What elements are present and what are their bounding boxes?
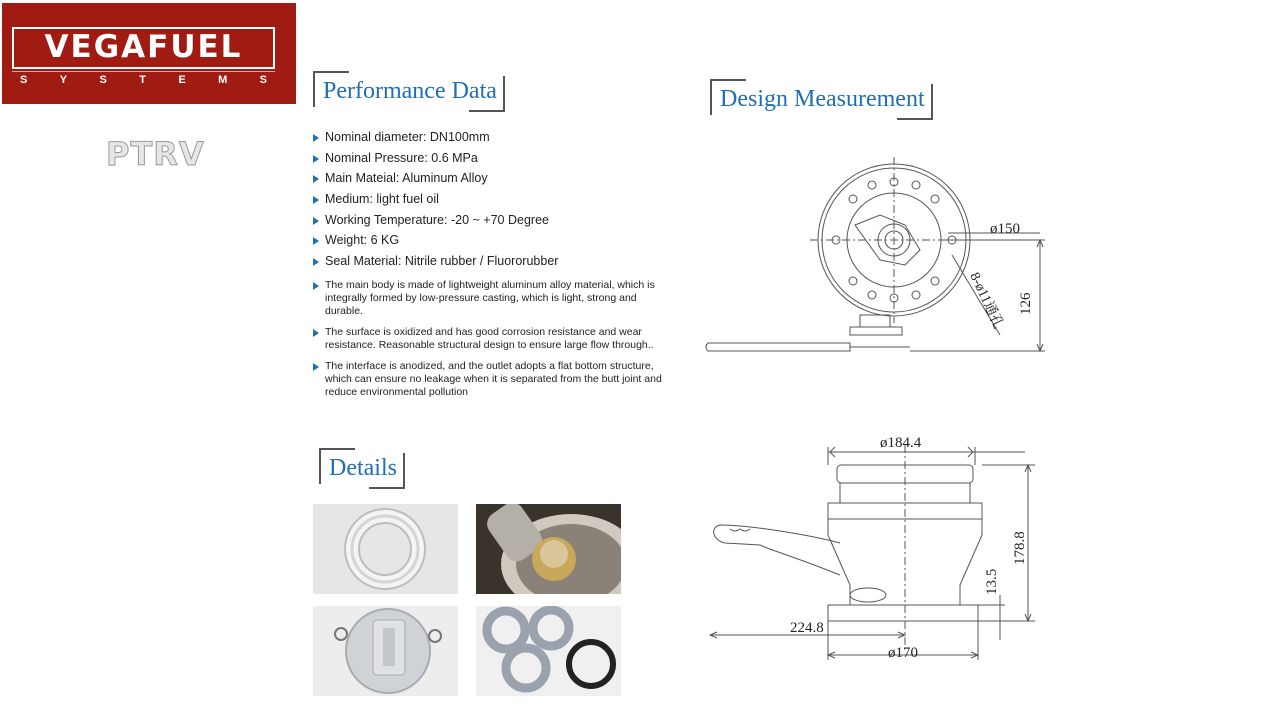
spec-item: Nominal Pressure: 0.6 MPa <box>313 148 558 169</box>
bullet-icon <box>313 175 319 183</box>
bullet-icon <box>313 258 319 266</box>
top-view-diameter-label: ø150 <box>990 221 1020 237</box>
spec-item: Weight: 6 KG <box>313 230 558 251</box>
spec-item: Main Mateial: Aluminum Alloy <box>313 168 558 189</box>
logo-letter: Y <box>59 74 68 86</box>
details-heading: Details <box>329 455 397 482</box>
logo-letter: S <box>259 74 267 86</box>
feature-item: The interface is anodized, and the outlet adopts a flat bottom structure, which can ensure no leakage when it is separated from the butt joint and reduce environmental pollution <box>313 360 663 399</box>
feature-item: The surface is oxidized and has good corrosion resistance and wear resistance. Reasonable structural design to ensure large flow through.. <box>313 326 663 352</box>
detail-photo-gaskets <box>476 606 621 696</box>
drawing-top-view <box>700 155 1060 360</box>
bullet-icon <box>313 237 319 245</box>
logo-letter: T <box>139 74 146 86</box>
spec-item: Nominal diameter: DN100mm <box>313 127 558 148</box>
top-view-height-label: 126 <box>1018 292 1034 315</box>
detail-photo-cover-cap <box>313 606 458 696</box>
brand-logo <box>2 3 296 104</box>
logo-divider <box>12 71 275 72</box>
bullet-icon <box>313 134 319 142</box>
side-view-base-diameter-label: ø170 <box>888 645 918 661</box>
side-view-top-diameter-label: ø184.4 <box>880 435 922 451</box>
performance-heading: Performance Data <box>323 78 497 105</box>
side-view-height-label: 178.8 <box>1012 531 1028 565</box>
top-view-holes-label: 8-ø11通孔 <box>966 270 1006 332</box>
detail-photo-flange-ring <box>313 504 458 594</box>
bullet-icon <box>313 155 319 163</box>
drawing-side-view <box>700 425 1060 670</box>
spec-list <box>313 127 558 272</box>
logo-letter: E <box>178 74 186 86</box>
bullet-icon <box>313 217 319 225</box>
spec-item: Working Temperature: -20 ~ +70 Degree <box>313 210 558 231</box>
logo-subtitle <box>12 74 275 86</box>
side-view-length-label: 224.8 <box>790 620 824 636</box>
bullet-icon <box>313 196 319 204</box>
design-heading: Design Measurement <box>720 86 925 113</box>
bullet-icon <box>313 282 319 290</box>
logo-letter: S <box>20 74 28 86</box>
logo-letter: S <box>99 74 107 86</box>
bullet-icon <box>313 363 319 371</box>
product-model: PTRV <box>106 135 205 173</box>
bullet-icon <box>313 329 319 337</box>
spec-item: Medium: light fuel oil <box>313 189 558 210</box>
side-view-base-height-label: 13.5 <box>984 568 1000 595</box>
spec-item: Seal Material: Nitrile rubber / Fluororubber <box>313 251 558 272</box>
feature-list <box>313 279 663 407</box>
detail-photo-valve-stem <box>476 504 621 594</box>
logo-letter: M <box>218 74 228 86</box>
logo-wordmark: VEGAFUEL <box>44 29 243 65</box>
feature-item: The main body is made of lightweight aluminum alloy material, which is integrally formed by low-pressure casting, which is light, strong and durable. <box>313 279 663 318</box>
